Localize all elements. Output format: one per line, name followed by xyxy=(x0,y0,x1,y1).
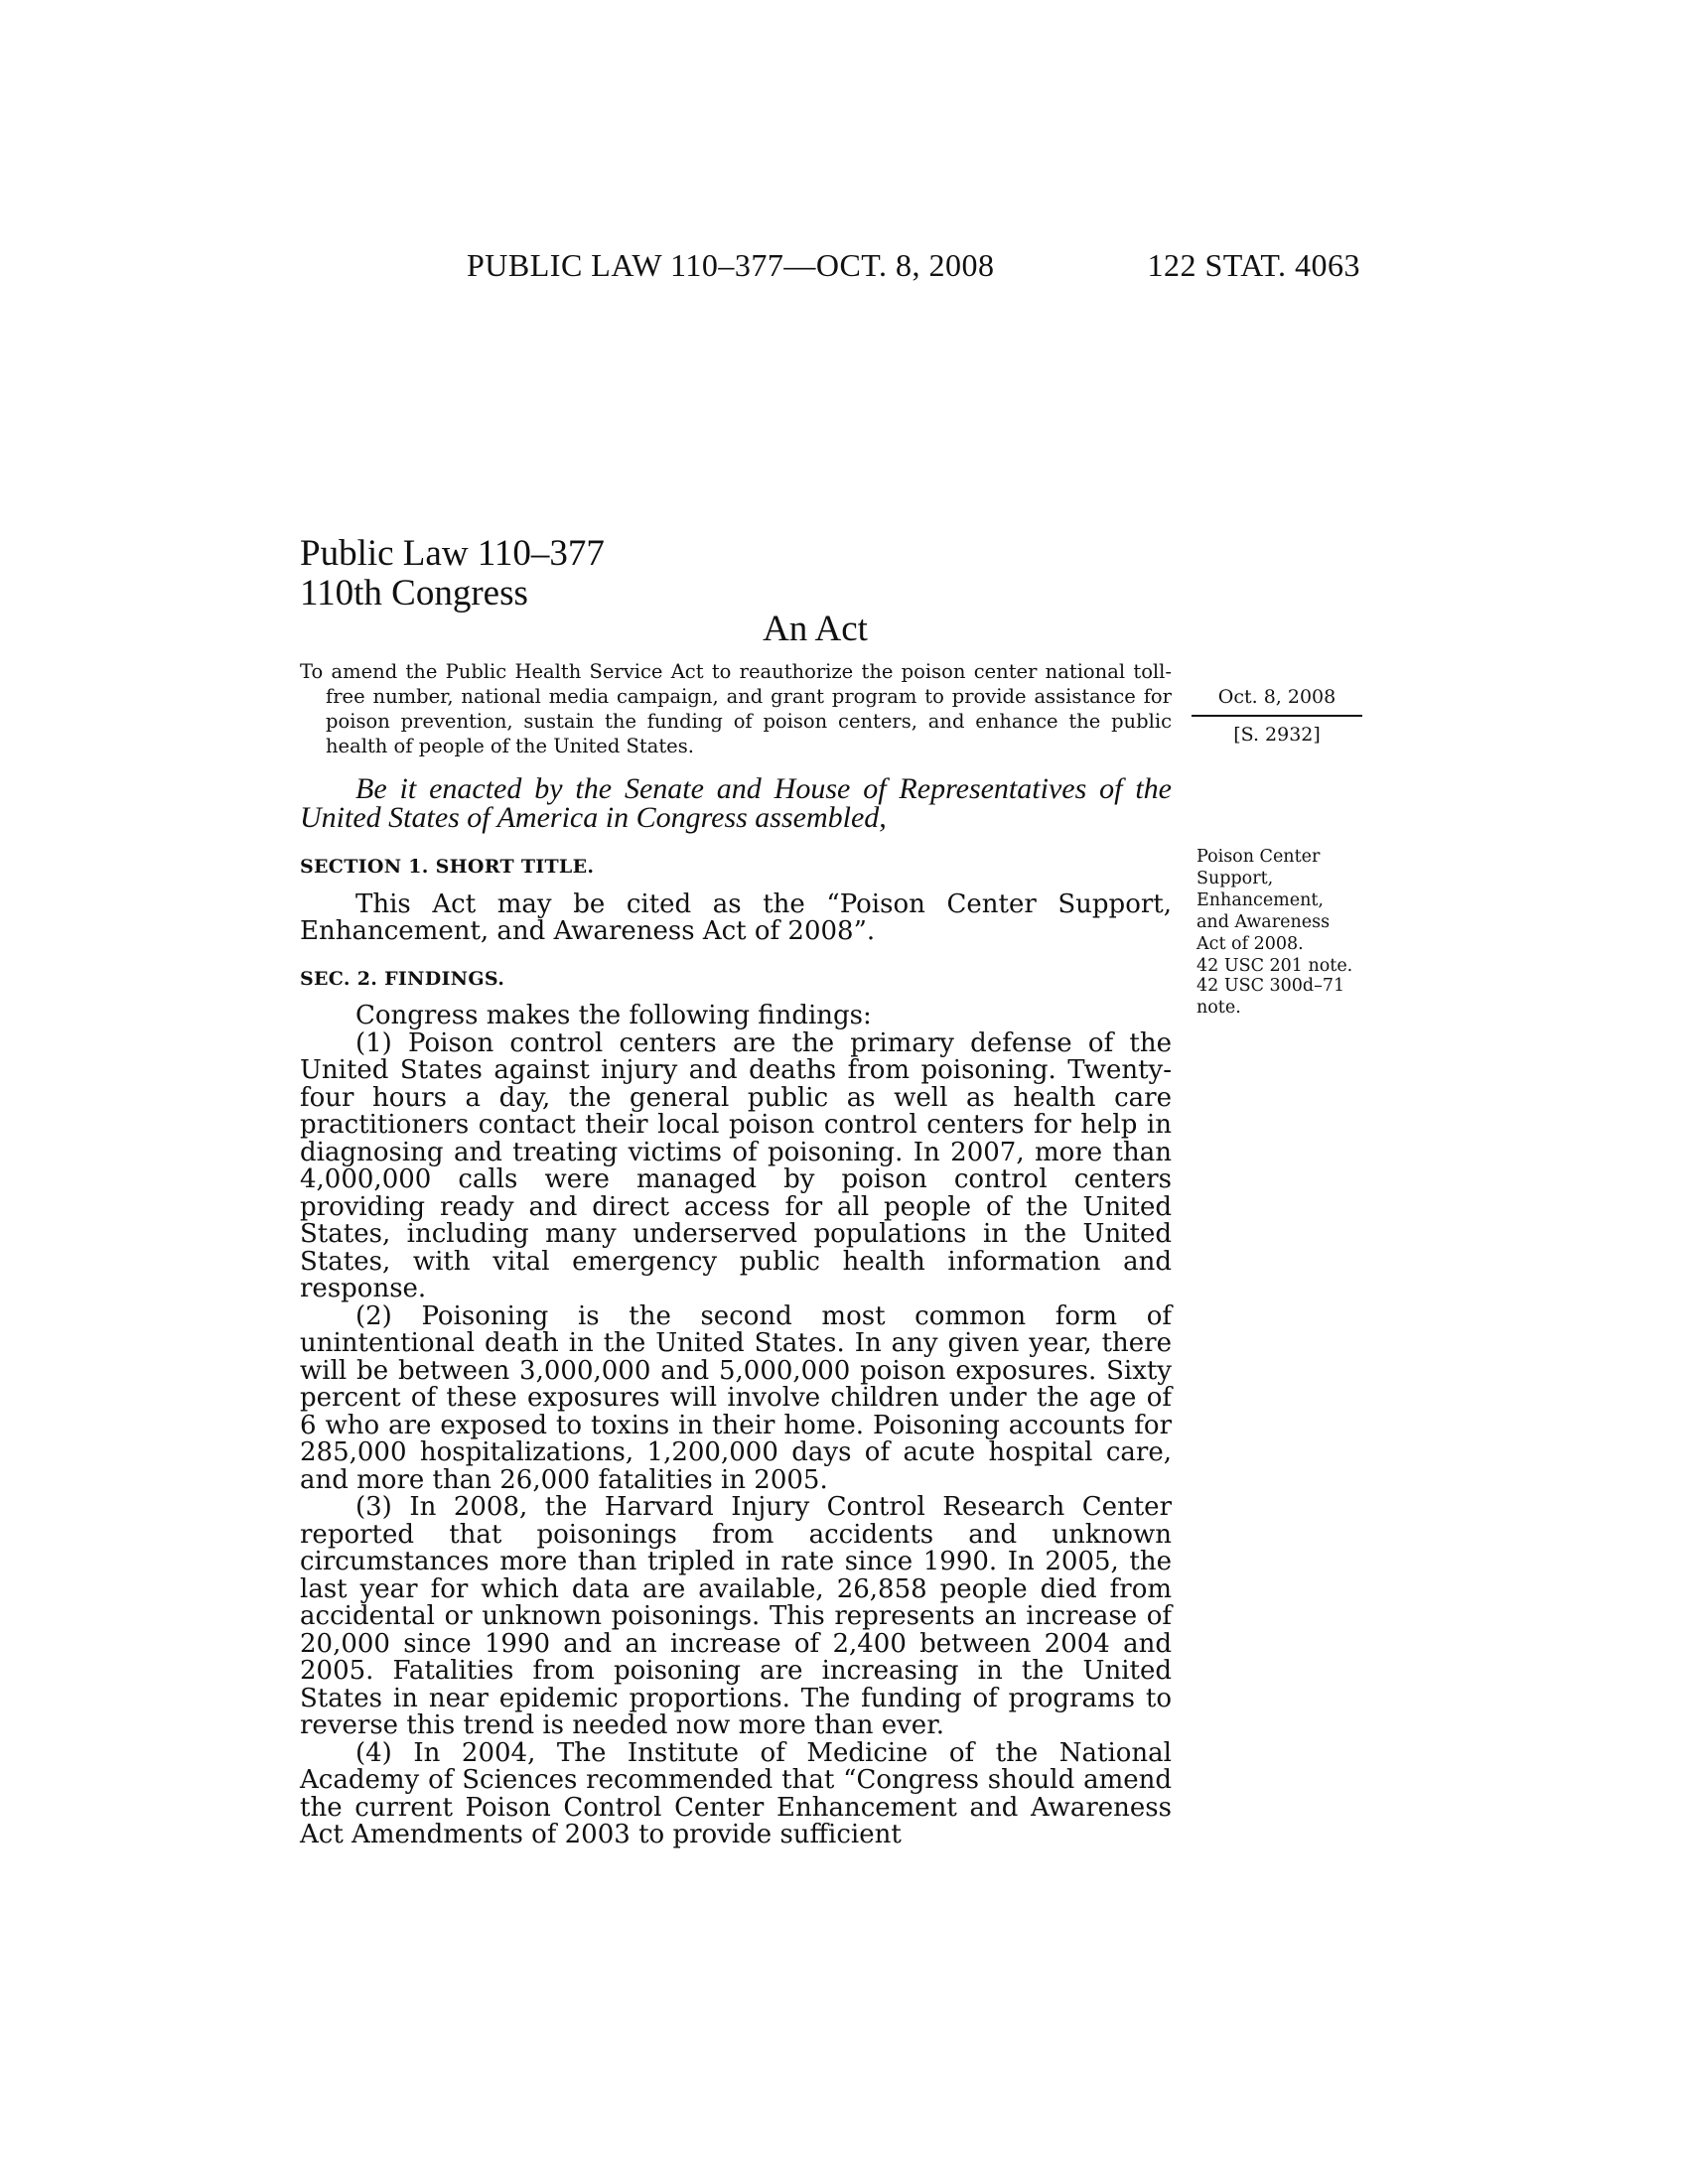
sidenote-findings xyxy=(1196,975,1395,1019)
enactment-date-box xyxy=(1192,683,1362,747)
sidenote-line: 42 USC 201 note. xyxy=(1196,956,1353,976)
sidenote-line: Act of 2008. xyxy=(1196,934,1304,954)
purpose-text: To amend the Public Health Service Act to reauthorize the poison center national toll-free number, national media campaign, and grant program to provide assistance for poison prevention, sustain the funding of poison centers, and enhance the public health of people of the United States. xyxy=(300,660,1172,757)
sidenote-line: Poison Center xyxy=(1196,847,1321,867)
section-2-heading: SEC. 2. FINDINGS. xyxy=(300,967,505,990)
finding-2: (2) Poisoning is the second most common form of unintentional death in the United States. In any given year, there will be between 3,000,000 and 5,000,000 poison exposures. Sixty percent of these exposures will involve children under the age of 6 who are exposed to toxins in their home. Poisoning accounts for 285,000 hospitalizations, 1,200,000 days of acute hospital care, and more than 26,000 fatalities in 2005. xyxy=(300,1300,1172,1495)
section-1-heading: SECTION 1. SHORT TITLE. xyxy=(300,856,595,878)
sidenote-short-title xyxy=(1196,846,1395,977)
enactment-date: Oct. 8, 2008 xyxy=(1217,686,1336,708)
section-1-text: This Act may be cited as the “Poison Center Support, Enhancement, and Awareness Act of 2008”. xyxy=(300,888,1172,946)
sidenote-line: note. xyxy=(1196,998,1241,1018)
act-heading xyxy=(0,608,1472,650)
section-2-intro: Congress makes the following findings: xyxy=(355,1001,872,1030)
bill-number: [S. 2932] xyxy=(1233,724,1321,746)
sidenote-line: Support, xyxy=(1196,869,1274,888)
margin-divider xyxy=(1192,715,1362,717)
finding-3: (3) In 2008, the Harvard Injury Control Research Center reported that poisonings from accidents and unknown circumstances more than tripled in rate since 1990. In 2005, the last year for which data are available, 26,858 people died from accidental or unknown poisonings. This represents an increase of 20,000 since 1990 and an increase of 2,400 between 2004 and 2005. Fatalities from poisoning are increasing in the United States in near epidemic proportions. The funding of programs to reverse this trend is needed now more than ever. xyxy=(300,1492,1172,1740)
act-body xyxy=(300,774,1172,1849)
sidenote-line: 42 USC 300d–71 xyxy=(1196,976,1345,996)
enacting-clause: Be it enacted by the Senate and House of Representatives of the United States of America in Congress assembled, xyxy=(300,772,1172,834)
finding-4: (4) In 2004, The Institute of Medicine of the National Academy of Sciences recommended that “Congress should amend the current Poison Control Center Enhancement and Awareness Act Amendments of 2003 to provide sufficient xyxy=(300,1737,1172,1849)
running-head xyxy=(467,247,1360,291)
act-heading-text: An Act xyxy=(763,609,868,649)
congress-number: 110th Congress xyxy=(300,573,528,614)
statute-page-number: 122 STAT. 4063 xyxy=(1147,247,1360,283)
running-head-title: PUBLIC LAW 110–377—OCT. 8, 2008 xyxy=(467,247,995,283)
sidenote-line: Enhancement, xyxy=(1196,890,1324,910)
sidenote-line: and Awareness xyxy=(1196,912,1331,932)
public-law-number: Public Law 110–377 xyxy=(300,533,605,574)
purpose-clause xyxy=(300,659,1172,758)
finding-1: (1) Poison control centers are the primary defense of the United States against injury and deaths from poisoning. Twenty-four hours a day, the general public as well as health care practitioners contact their local poison control centers for help in diagnosing and treating victims of poisoning. In 2007, more than 4,000,000 calls were managed by poison control centers providing ready and direct access for all people of the United States, including many underserved populations in the United States, with vital emergency public health information and response. xyxy=(300,1027,1172,1303)
